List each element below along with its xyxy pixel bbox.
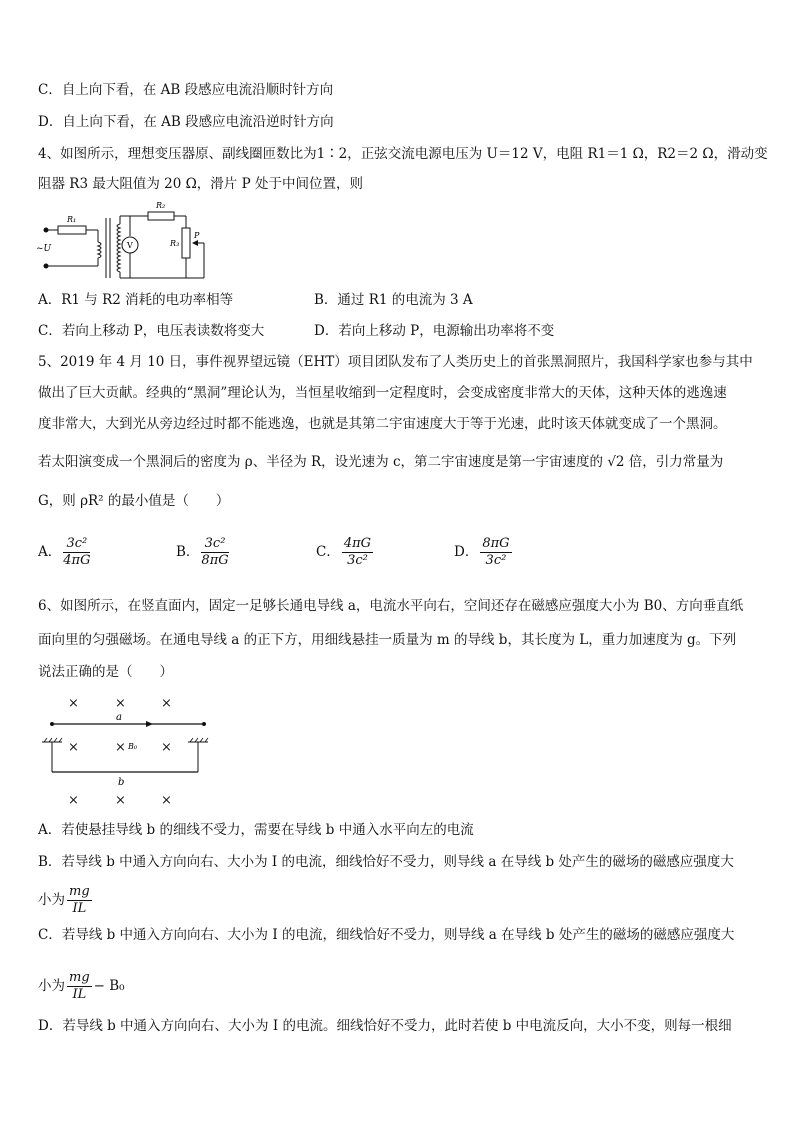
- q5-option-c: C． $\frac{4\pi G}{\text{3c²}}$: [316, 536, 372, 568]
- transformer-circuit-figure: [34, 198, 220, 284]
- voltmeter-label: V: [127, 241, 133, 250]
- rheostat-r3-label: R₃: [170, 239, 180, 248]
- resistor-r1-label: R₁: [67, 215, 77, 224]
- q6-option-b-line1: B．若导线 b 中通入方向向右、大小为 I 的电流，细线恰好不受力，则导线 a 在导线 b 处产生的磁场的磁感应强度大: [38, 854, 734, 870]
- q5-option-b: B． $\frac{\text{3c²}}{8\pi G}$: [176, 536, 229, 568]
- q6-line3: 说法正确的是（ ）: [38, 664, 173, 680]
- resistor-r2-label: R₂: [156, 201, 166, 210]
- field-cross: ×: [161, 740, 172, 755]
- q6-option-c-line2: 小为 $\frac{mg}{IL}$ − B₀: [38, 970, 125, 1002]
- field-cross: ×: [68, 740, 79, 755]
- q6-option-a: A．若使悬挂导线 b 的细线不受力，需要在导线 b 中通入水平向左的电流: [38, 822, 474, 838]
- resistor-r1: [58, 226, 86, 234]
- field-cross: ×: [115, 696, 126, 711]
- resistor-r2: [148, 212, 174, 220]
- q4-option-b: B．通过 R1 的电流为 3 A: [314, 292, 473, 308]
- q4-stem-line1: 4、如图所示，理想变压器原、副线圈匝数比为1∶2，正弦交流电源电压为 U＝12 V，电阻 R1＝1 Ω，R2＝2 Ω，滑动变: [38, 146, 768, 162]
- q4-stem-line2: 阻器 R3 最大阻值为 20 Ω，滑片 P 处于中间位置，则: [38, 176, 363, 192]
- q5-option-a: A． $\frac{\text{3c²}}{4\pi G}$: [38, 536, 91, 568]
- q5-line1: 5、2019 年 4 月 10 日，事件视界望远镜（EHT）项目团队发布了人类历史上的首张黑洞照片，我国科学家也参与其中: [38, 354, 753, 370]
- wire-a-label: a: [116, 712, 122, 723]
- source-label: ~U: [36, 244, 52, 254]
- field-cross: ×: [68, 793, 79, 808]
- magnetic-field-figure: [38, 690, 218, 812]
- field-cross: ×: [115, 793, 126, 808]
- slider-p-label: P: [194, 231, 200, 240]
- q5-option-d: D． $\frac{8\pi G}{\text{3c²}}$: [454, 536, 510, 568]
- q6-option-b-line2: 小为 $\frac{mg}{IL}$: [38, 884, 90, 916]
- q5-line3: 度非常大，大到光从旁边经过时都不能逃逸，也就是其第二宇宙速度大于等于光速，此时该天体就变成了一个黑洞。: [38, 416, 727, 432]
- q6-line1: 6、如图所示，在竖直面内，固定一足够长通电导线 a，电流水平向右，空间还存在磁感应强度大小为 B0、方向垂直纸: [38, 598, 744, 614]
- field-b0-label: B₀: [128, 742, 138, 751]
- q6-option-c-line1: C．若导线 b 中通入方向向右、大小为 I 的电流，细线恰好不受力，则导线 a 在导线 b 处产生的磁场的磁感应强度大: [38, 927, 735, 943]
- q4-option-a: A．R1 与 R2 消耗的电功率相等: [38, 292, 234, 308]
- field-cross: ×: [68, 696, 79, 711]
- q3-option-d: D．自上向下看，在 AB 段感应电流沿逆时针方向: [38, 114, 334, 130]
- rheostat-r3: [182, 228, 190, 258]
- q6-option-d: D．若导线 b 中通入方向向右、大小为 I 的电流。细线恰好不受力，此时若使 b 中电流反向，大小不变，则每一根细: [38, 1018, 732, 1034]
- q5-line4: 若太阳演变成一个黑洞后的密度为 ρ、半径为 R，设光速为 c，第二宇宙速度是第一宇宙速度的 √2 倍，引力常量为: [38, 454, 724, 470]
- field-cross: ×: [115, 740, 126, 755]
- field-cross: ×: [161, 696, 172, 711]
- q4-option-d: D．若向上移动 P，电源输出功率将不变: [314, 323, 555, 339]
- q3-option-c: C．自上向下看，在 AB 段感应电流沿顺时针方向: [38, 82, 334, 98]
- wire-b-label: b: [118, 777, 125, 788]
- q5-line5: G，则 ρR² 的最小值是（ ）: [38, 493, 230, 509]
- field-cross: ×: [161, 793, 172, 808]
- q4-option-c: C．若向上移动 P，电压表读数将变大: [38, 323, 265, 339]
- q5-line2: 做出了巨大贡献。经典的“黑洞”理论认为，当恒星收缩到一定程度时，会变成密度非常大的天体，这种天体的逃逸速: [38, 385, 727, 401]
- q6-line2: 面向里的匀强磁场。在通电导线 a 的正下方，用细线悬挂一质量为 m 的导线 b，其长度为 L，重力加速度为 g。下列: [38, 632, 737, 648]
